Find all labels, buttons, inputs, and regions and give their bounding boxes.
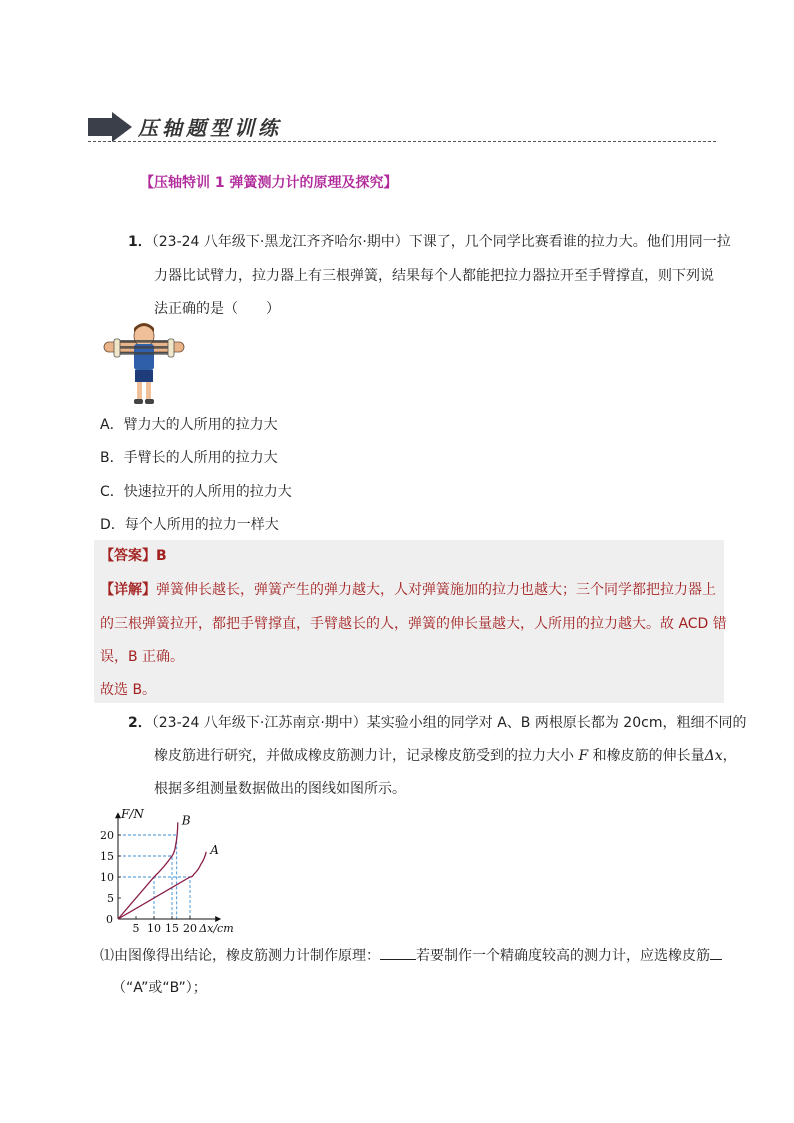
question-text-line: （23-24 八年级下·江苏南京·期中）某实验小组的同学对 A、B 两根原长都为 20cm，粗细不同的 — [151, 715, 747, 731]
detail-text: 弹簧伸长越长，弹簧产生的弹力越大，人对弹簧施加的拉力也越大；三个同学都把拉力器上 — [156, 582, 716, 598]
x-tick-label: 15 — [165, 922, 179, 935]
question-text: 和橡皮筋的伸长量 — [588, 748, 705, 764]
detail-text: 的三根弹簧拉开，都把手臂撑直，手臂越长的人，弹簧的伸长量越大，人所用的拉力越大。故 ACD 错 — [100, 616, 727, 632]
question-1 — [128, 232, 731, 252]
x-tick-label: 20 — [183, 922, 197, 935]
question-text-line: （23-24 八年级下·黑龙江齐齐哈尔·期中）下课了，几个同学比赛看谁的拉力大。他们用同一拉 — [151, 234, 731, 250]
y-tick-label: 10 — [100, 871, 114, 884]
force-extension-chart — [100, 806, 270, 938]
sub-question-1-options: （“A”或“B”）； — [112, 980, 207, 996]
y-tick-label: 5 — [107, 892, 114, 905]
series-line-a — [118, 852, 206, 919]
header-divider — [88, 141, 716, 142]
question-number: 2． — [128, 715, 152, 731]
detail-label: 【详解】 — [100, 582, 156, 598]
symbol-force: F — [578, 748, 589, 764]
question-text-line: 力器比试臂力，拉力器上有三根弹簧，结果每个人都能把拉力器拉开至手臂撑直，则下列说 — [154, 268, 714, 284]
x-axis-label: Δx/cm — [199, 922, 234, 935]
question-text: ， — [722, 748, 737, 764]
y-tick-label: 20 — [100, 829, 114, 842]
option-a: A．臂力大的人所用的拉力大 — [100, 417, 278, 433]
detail-line — [100, 580, 716, 600]
question-text: 橡皮筋进行研究，并做成橡皮筋测力计，记录橡皮筋受到的拉力大小 — [154, 748, 579, 764]
y-tick-label: 15 — [100, 850, 114, 863]
section-title: 【压轴特训 1 弹簧测力计的原理及探究】 — [140, 175, 398, 191]
question-number: 1． — [128, 234, 152, 250]
chart-axes — [106, 807, 234, 935]
origin-label: 0 — [106, 913, 113, 926]
series-label-a: A — [210, 842, 219, 857]
header-title: 压轴题型训练 — [138, 116, 282, 140]
header-arrow-icon — [88, 112, 132, 142]
question-text-line: 法正确的是（ ） — [154, 301, 280, 317]
y-axis-label: F/N — [121, 807, 144, 821]
x-tick-label: 5 — [132, 922, 140, 935]
option-b: B．手臂长的人所用的拉力大 — [100, 450, 278, 466]
series-line-b — [118, 822, 178, 919]
guide-line — [118, 835, 177, 919]
detail-text: 误，B 正确。 — [100, 649, 185, 665]
answer-line — [100, 546, 167, 566]
symbol-delta-x: Δx — [704, 748, 723, 764]
boy-expander-illustration — [98, 322, 190, 406]
question-text-line: 根据多组测量数据做出的图线如图所示。 — [154, 781, 406, 797]
chart-series — [118, 813, 219, 919]
answer-label: 【答案】 — [100, 548, 156, 564]
question-text-line — [154, 746, 737, 766]
answer-blank[interactable] — [380, 945, 416, 960]
option-c: C．快速拉开的人所用的拉力大 — [100, 484, 292, 500]
question-text: ⑴由图像得出结论，橡皮筋测力计制作原理： — [100, 948, 380, 964]
sub-question-1 — [100, 945, 722, 966]
answer-value: B — [156, 548, 167, 564]
question-2 — [128, 713, 746, 733]
series-label-b: B — [181, 813, 191, 828]
question-text: 若要制作一个精确度较高的测力计，应选橡皮筋 — [416, 948, 710, 964]
answer-blank[interactable] — [710, 945, 722, 960]
answer-conclusion: 故选 B。 — [100, 682, 157, 698]
option-d: D．每个人所用的拉力一样大 — [100, 517, 279, 533]
x-tick-label: 10 — [147, 922, 161, 935]
